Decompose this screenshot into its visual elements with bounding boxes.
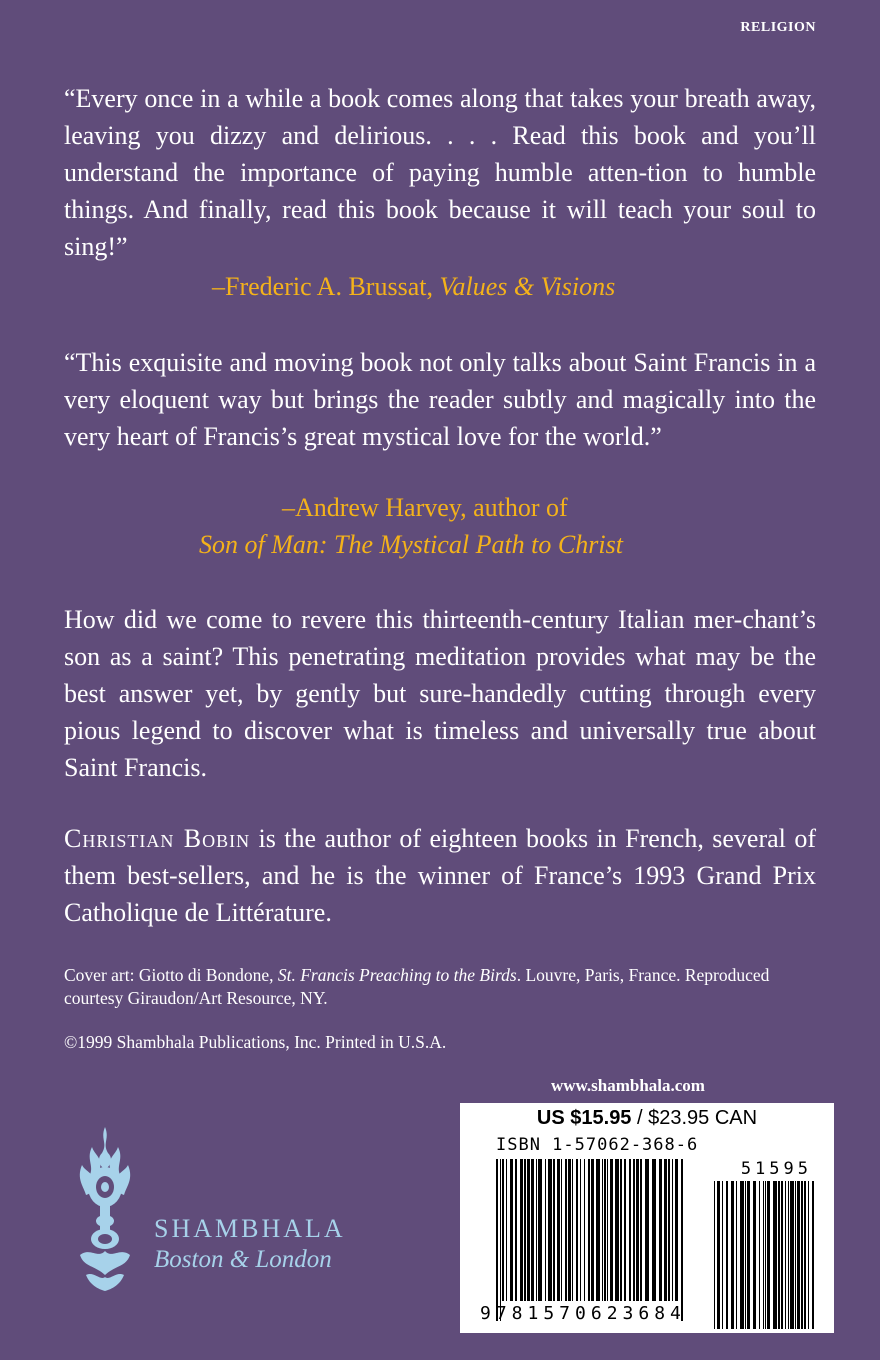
price-can: / $23.95 CAN: [631, 1107, 758, 1129]
barcode-bar: [536, 1159, 537, 1301]
barcode-bar: [640, 1159, 642, 1301]
barcode-bar: [812, 1181, 814, 1329]
barcode-bar: [524, 1159, 526, 1301]
quote-2-source: Son of Man: The Mystical Path to Christ: [199, 530, 623, 559]
barcode-bar: [633, 1159, 635, 1301]
quote-1-author: –Frederic A. Brussat,: [212, 272, 440, 301]
cover-art-prefix: Cover art: Giotto di Bondone,: [64, 965, 278, 985]
copyright-line: ©1999 Shambhala Publications, Inc. Printed in U.S.A.: [64, 1032, 447, 1052]
barcode-bar: [790, 1181, 794, 1329]
barcode-bar: [636, 1159, 639, 1301]
quote-2-role: , author of: [460, 493, 568, 522]
barcode-bar: [500, 1159, 501, 1321]
barcode-panel: [460, 1103, 834, 1333]
barcode-bar: [553, 1159, 555, 1301]
barcode-bar: [778, 1181, 780, 1329]
quote-1-source: Values & Visions: [439, 272, 616, 301]
barcode-bar: [731, 1181, 734, 1329]
barcode-bar: [580, 1159, 581, 1301]
barcode-bar: [520, 1159, 523, 1301]
quote-2-attribution: [282, 489, 568, 526]
category-label: RELIGION: [740, 20, 816, 35]
shambhala-logo-icon: [70, 1125, 140, 1295]
barcode-bar: [675, 1159, 678, 1301]
barcode-bar: [797, 1181, 800, 1329]
barcode-bar: [607, 1159, 608, 1301]
barcode-bar: [747, 1181, 750, 1329]
publisher-name: SHAMBHALA: [154, 1214, 346, 1243]
barcode-bar: [545, 1159, 546, 1301]
barcode-bar: [652, 1159, 656, 1301]
barcode-bar: [763, 1181, 764, 1329]
cover-art-suffix: . Louvre, Paris, France. Reproduced courtesy Giraudon/Art Resource, NY.: [64, 965, 770, 1008]
barcode-bar: [765, 1181, 766, 1329]
barcode-bar: [714, 1181, 715, 1329]
barcode-bar: [620, 1159, 622, 1301]
barcode-addon-digits: 51595: [740, 1159, 812, 1179]
barcode-bar: [610, 1159, 613, 1301]
cover-art-credit: [64, 964, 824, 1010]
barcode-bar: [740, 1181, 744, 1329]
quote-2-author: –Andrew Harvey: [282, 493, 461, 522]
barcode-bar: [645, 1159, 649, 1301]
barcode-bar: [745, 1181, 746, 1329]
barcode-bar: [753, 1181, 756, 1329]
barcode-bar: [615, 1159, 619, 1301]
barcode-bar: [759, 1181, 760, 1329]
barcode-bar: [588, 1159, 590, 1301]
barcode-bar: [496, 1159, 498, 1321]
barcode-bar: [773, 1181, 777, 1329]
barcode-bar: [527, 1159, 530, 1301]
barcode-bar: [596, 1159, 600, 1301]
barcode-bar: [591, 1159, 594, 1301]
barcode-bar: [736, 1181, 737, 1329]
barcode-bar: [804, 1181, 806, 1329]
quote-1-attribution: [212, 268, 615, 305]
quote-2-text: “This exquisite and moving book not only talks about Saint Francis in a very eloquent way but brings the reader subtly and magically into the very heart of Francis’s great mystical love for the world.”: [64, 348, 816, 451]
barcode-bar: [602, 1159, 603, 1301]
isbn-number: ISBN 1-57062-368-6: [496, 1135, 699, 1155]
barcode-bar: [808, 1181, 809, 1329]
author-bio: [64, 820, 816, 931]
barcode-bar: [548, 1159, 552, 1301]
barcode-bar: [531, 1159, 534, 1301]
barcode-bar: [572, 1159, 573, 1301]
barcode-bar: [795, 1181, 796, 1329]
barcode-digits: 9781570623684: [480, 1303, 686, 1324]
barcode-bar: [510, 1159, 513, 1301]
barcode-bar: [624, 1159, 626, 1301]
barcode-bar: [584, 1159, 585, 1301]
barcode-bar: [781, 1181, 783, 1329]
quote-2-source-line: [199, 526, 623, 563]
barcode-bar: [576, 1159, 578, 1301]
barcode-bar: [767, 1181, 770, 1329]
barcode-bar: [801, 1181, 803, 1329]
barcode-bar: [668, 1159, 670, 1301]
barcode-bar: [502, 1159, 504, 1301]
barcode-bar: [565, 1159, 567, 1301]
barcode-bar: [785, 1181, 786, 1329]
barcode-bar: [726, 1181, 728, 1329]
barcode-bar: [659, 1159, 662, 1301]
barcode-bar: [538, 1159, 542, 1301]
barcode-bar: [506, 1159, 507, 1301]
book-description: How did we come to revere this thirteenth-century Italian mer-chant’s son as a saint? This penetrating meditation provides what may be the best answer yet, by gently but sure-handedly cutting through every pious legend to discover what is timeless and universally true about Saint Francis.: [64, 605, 816, 782]
quote-1-text: “Every once in a while a book comes along that takes your breath away, leaving you dizzy and delirious. . . . Read this book and you’ll understand the importance of paying humble atten-tion to humble things. And finally, read this book because it will teach your soul to sing!”: [64, 84, 816, 261]
barcode-bar: [561, 1159, 562, 1301]
barcode-bar: [681, 1159, 683, 1321]
barcode-bar: [629, 1159, 631, 1301]
barcode-bar: [672, 1159, 673, 1301]
cover-art-title: St. Francis Preaching to the Birds: [277, 965, 517, 985]
barcode-bar: [557, 1159, 560, 1301]
publisher-website: www.shambhala.com: [551, 1076, 705, 1095]
barcode-bar: [568, 1159, 571, 1301]
barcode-bar: [515, 1159, 517, 1301]
price-label: [460, 1107, 834, 1130]
barcode-bar: [717, 1181, 720, 1329]
barcode-bar: [788, 1181, 789, 1329]
barcode-bar: [664, 1159, 667, 1301]
price-us: US $15.95: [536, 1107, 632, 1129]
barcode-bar: [604, 1159, 606, 1301]
author-bio-text: is the author of eighteen books in French, several of them best-sellers, and he is the winner of France’s 1993 Grand Prix Catholique de Littérature.: [64, 824, 816, 927]
barcode-bar: [722, 1181, 723, 1329]
author-name: Christian Bobin: [64, 824, 251, 853]
publisher-place: Boston & London: [154, 1246, 332, 1273]
